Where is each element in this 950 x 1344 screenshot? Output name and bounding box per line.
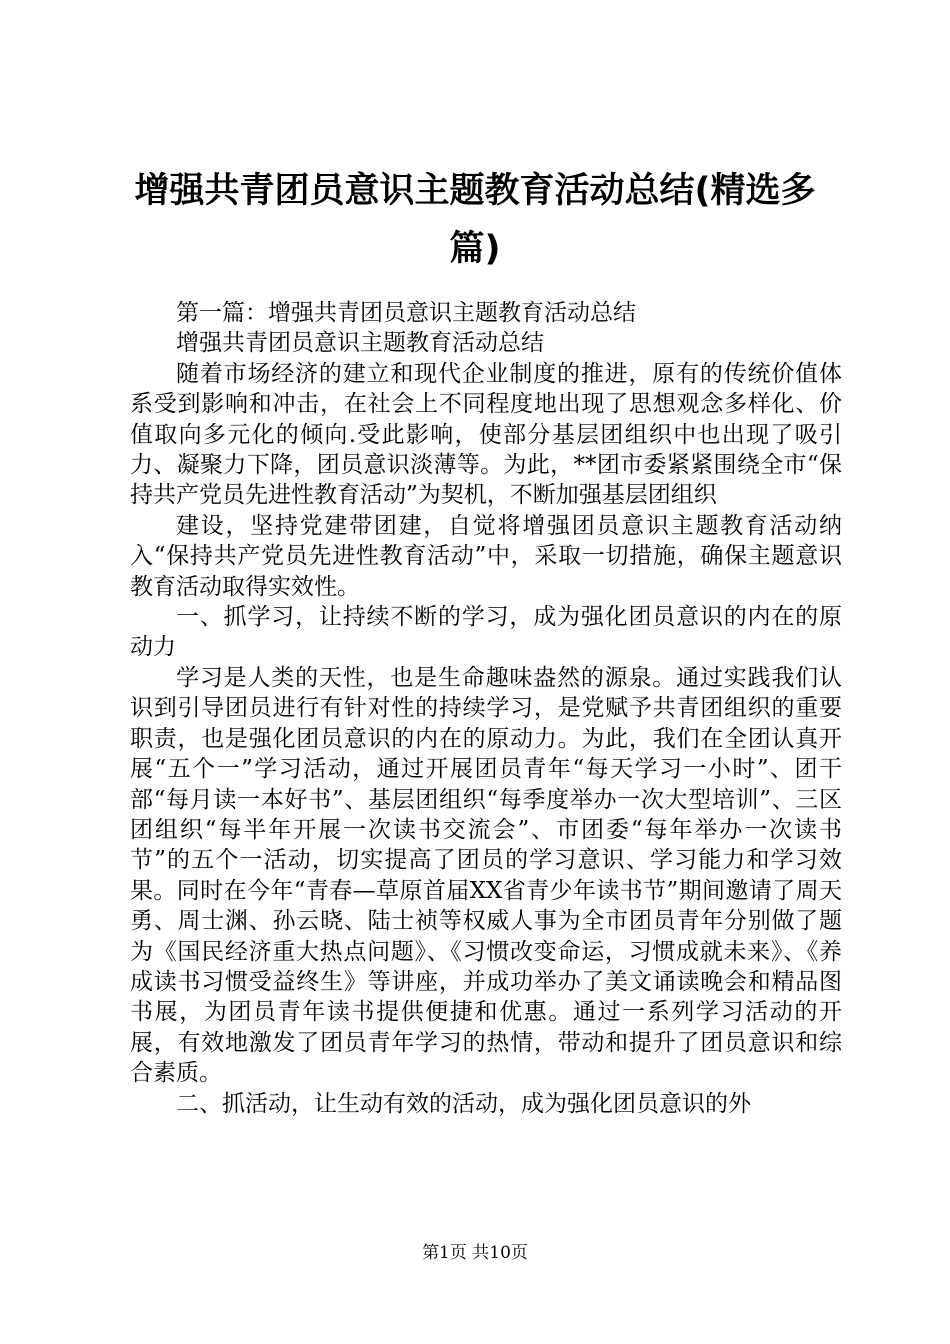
document-body: [130, 298, 842, 1119]
paragraph: 建设，坚持党建带团建，自觉将增强团员意识主题教育活动纳入“保持共产党员先进性教育活动”中，采取一切措施，确保主题意识教育活动取得实效性。: [130, 512, 842, 600]
paragraph: 学习是人类的天性，也是生命趣味盎然的源泉。通过实践我们认识到引导团员进行有针对性的持续学习，是党赋予共青团组织的重要职责，也是强化团员意识的内在的原动力。为此，我们在全团认真开展“五个一”学习活动，通过开展团员青年“每天学习一小时”、团干部“每月读一本好书”、基层团组织“每季度举办一次大型培训”、三区团组织“每半年开展一次读书交流会”、市团委“每年举办一次读书节”的五个一活动，切实提高了团员的学习意识、学习能力和学习效果。同时在今年“青春—草原首届XX省青少年读书节”期间邀请了周天勇、周士渊、孙云晓、陆士祯等权威人事为全市团员青年分别做了题为《国民经济重大热点问题》、《习惯改变命运，习惯成就未来》、《养成读书习惯受益终生》等讲座，并成功举办了美文诵读晚会和精品图书展，为团员青年读书提供便捷和优惠。通过一系列学习活动的开展，有效地激发了团员青年学习的热情，带动和提升了团员意识和综合素质。: [130, 664, 842, 1087]
page-footer: 第1页 共10页: [422, 1243, 528, 1263]
subtitle: 增强共青团员意识主题教育活动总结: [176, 330, 544, 357]
section-heading: 一、抓学习，让持续不断的学习，成为强化团员意识的内在的原动力: [130, 604, 842, 661]
document-title: 增强共青团员意识主题教育活动总结(精选多篇): [134, 171, 816, 269]
section-heading: 第一篇：增强共青团员意识主题教育活动总结: [176, 300, 636, 326]
paragraph: 随着市场经济的建立和现代企业制度的推进，原有的传统价值体系受到影响和冲击，在社会上不同程度地出现了思想观念多样化、价值取向多元化的倾向.受此影响，使部分基层团组织中也出现了吸引力、凝聚力下降，团员意识淡薄等。为此，**团市委紧紧围绕全市“保持共产党员先进性教育活动”为契机，不断加强基层团组织: [130, 360, 842, 509]
section-heading: 二、抓活动，让生动有效的活动，成为强化团员意识的外: [176, 1090, 751, 1117]
